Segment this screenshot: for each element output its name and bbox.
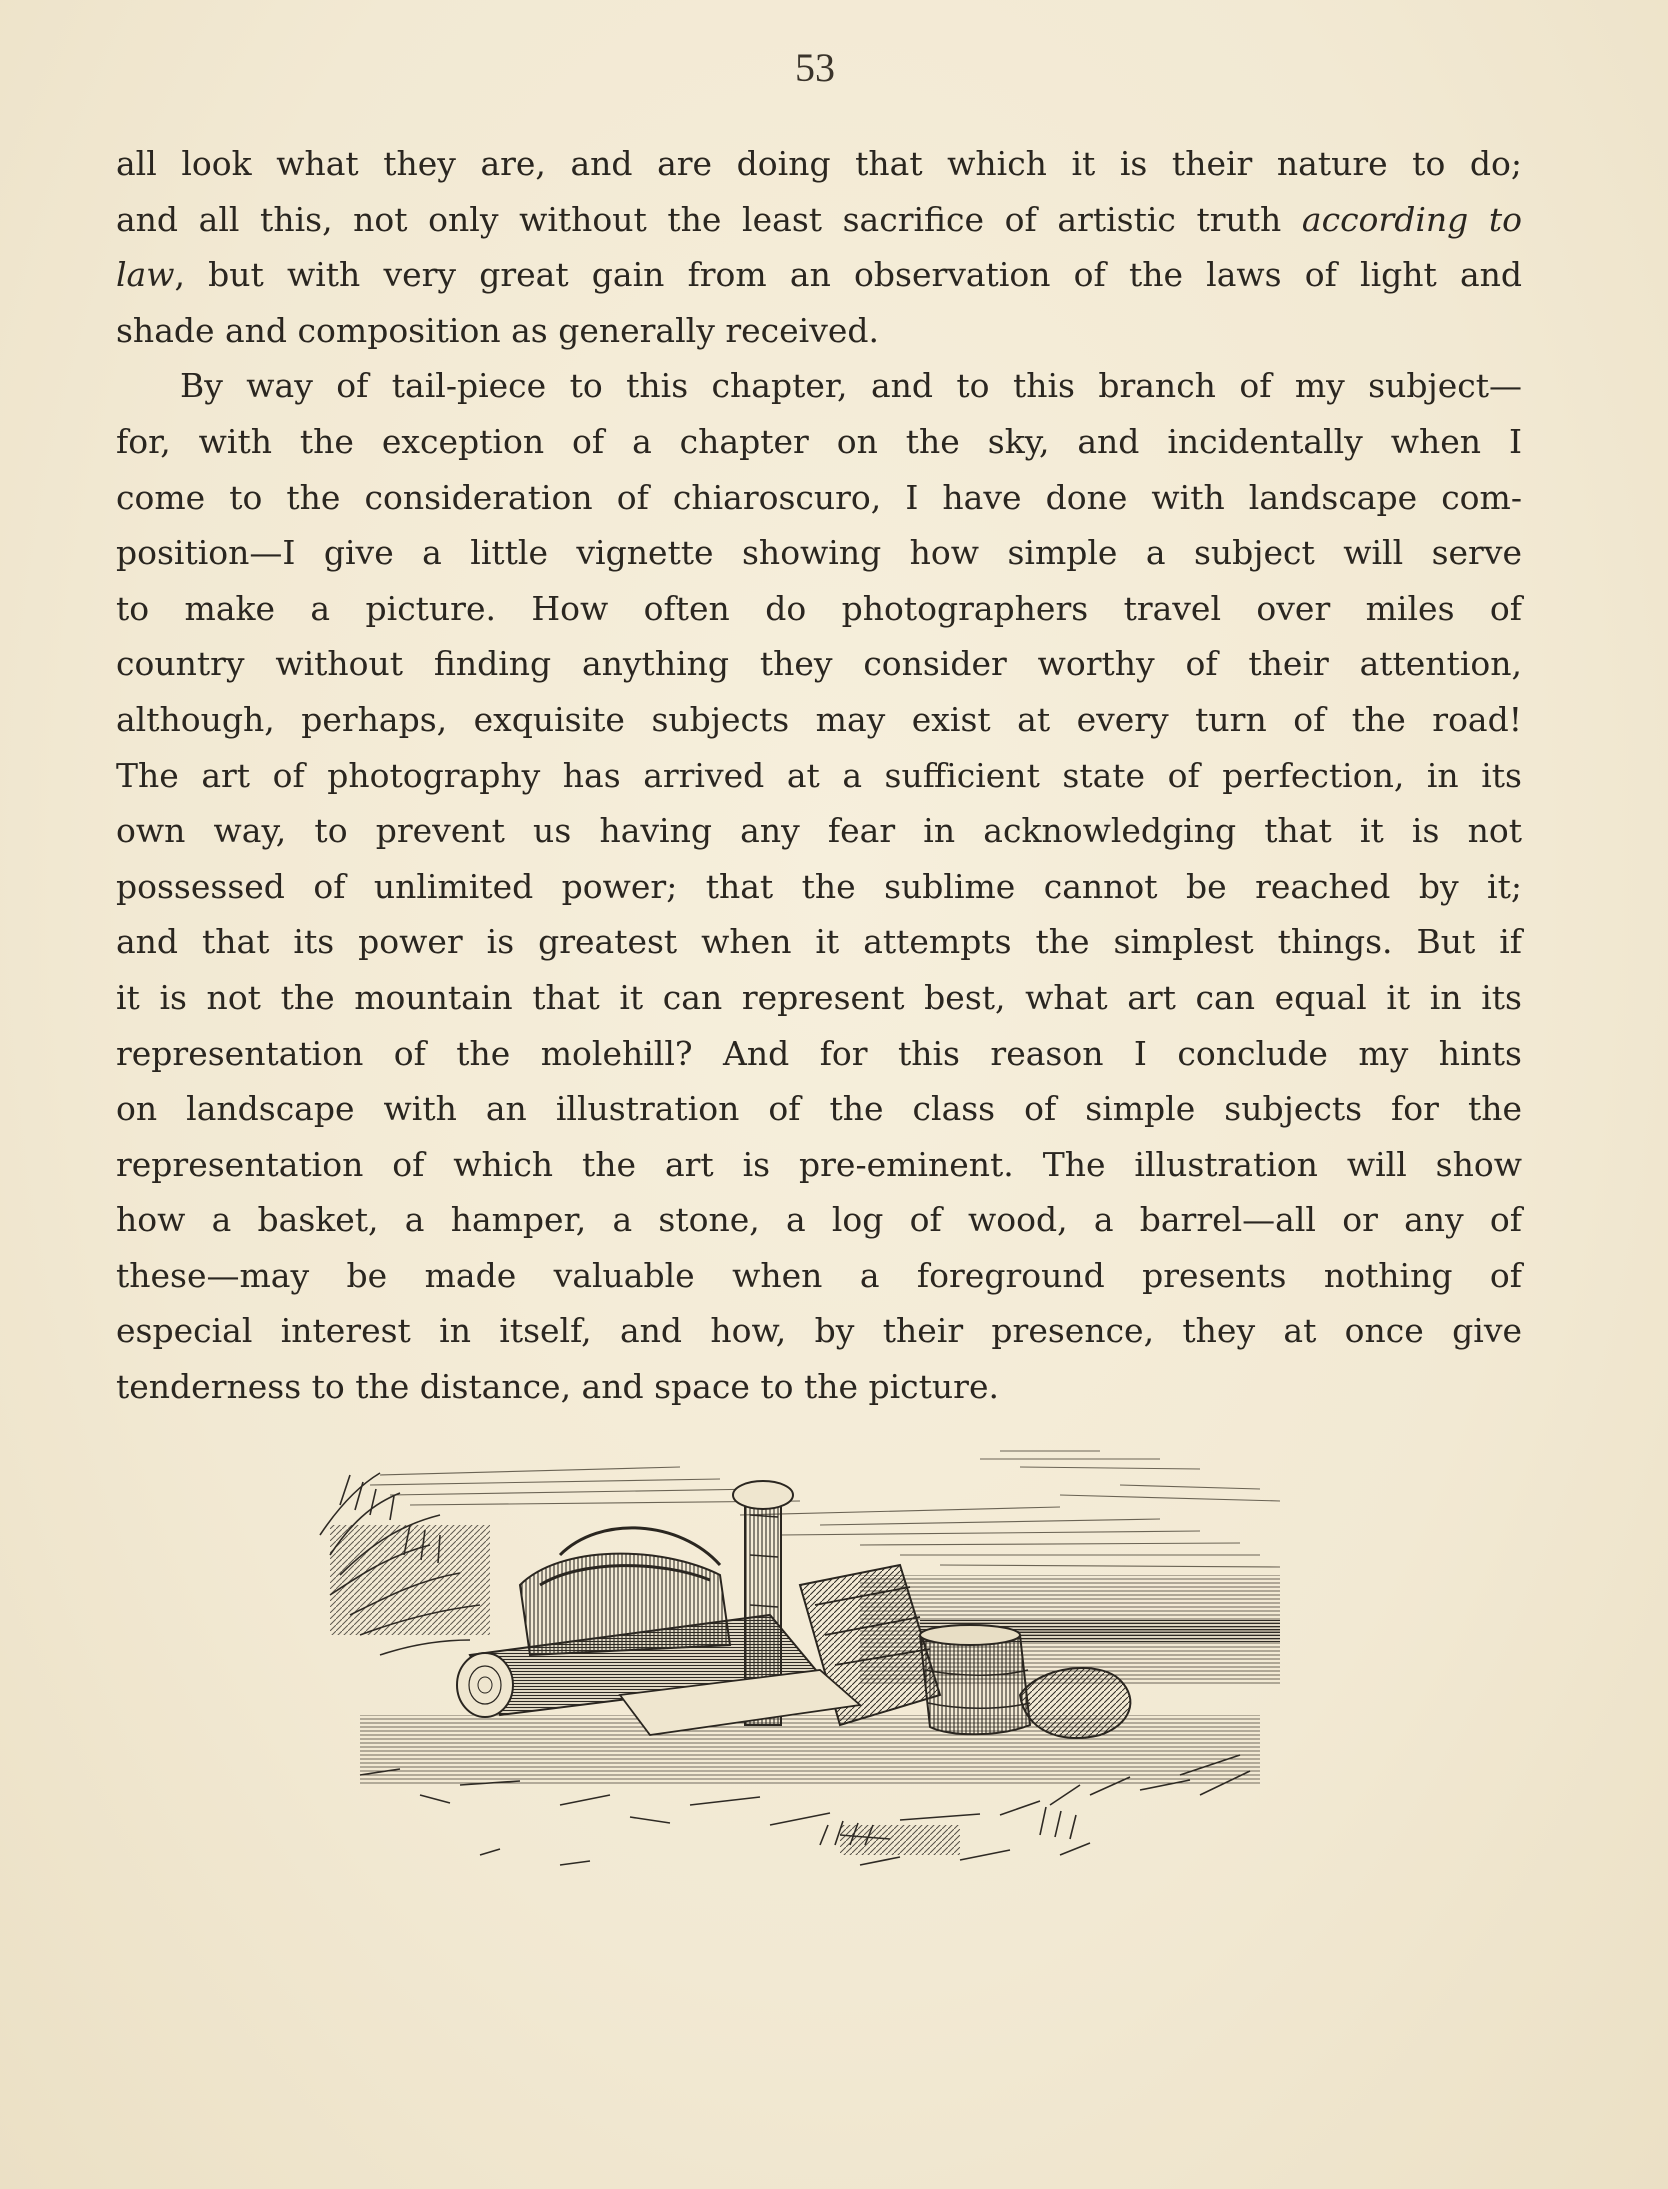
- text-line: come to the consideration of chiaroscuro, I have done with landscape com-: [116, 477, 1522, 517]
- text-line: it is not the mountain that it can represent best, what art can equal it in its: [116, 977, 1522, 1017]
- text-line: especial interest in itself, and how, by their presence, they at once give: [116, 1311, 1522, 1351]
- text-line: on landscape with an illustration of the class of simple subjects for the: [116, 1089, 1522, 1129]
- paragraph-2: [116, 358, 1522, 1414]
- text-line: and that its power is greatest when it attempts the simplest things. But if: [116, 922, 1522, 962]
- italic-word: law: [116, 255, 175, 295]
- text-line: country without finding anything they consider worthy of their attention,: [116, 644, 1522, 684]
- ground-hatching: [360, 1715, 1260, 1785]
- text-line: how a basket, a hamper, a stone, a log of wood, a barrel—all or any of: [116, 1200, 1522, 1240]
- text-line: own way, to prevent us having any fear in acknowledging that it is not: [116, 811, 1522, 851]
- italic-phrase: according to: [1301, 199, 1523, 239]
- text-segment: , but with very great gain from an observation of the laws of light and: [174, 255, 1522, 295]
- page-number: 53: [795, 45, 835, 90]
- text-line: representation of the molehill? And for this reason I conclude my hints: [116, 1033, 1522, 1073]
- sky-hatching: [370, 1451, 1280, 1567]
- text-line: for, with the exception of a chapter on the sky, and incidentally when I: [116, 421, 1522, 461]
- text-line: By way of tail-piece to this chapter, and to this branch of my subject—: [180, 366, 1522, 406]
- paragraph-1: [116, 136, 1522, 358]
- text-line: to make a picture. How often do photographers travel over miles of: [116, 588, 1522, 628]
- text-line: [116, 192, 1522, 248]
- basket: [520, 1528, 730, 1655]
- engraved-vignette-illustration: [300, 1445, 1350, 1895]
- text-line: although, perhaps, exquisite subjects may exist at every turn of the road!: [116, 699, 1522, 739]
- text-line: tenderness to the distance, and space to the picture.: [116, 1367, 999, 1407]
- body-text: [116, 136, 1522, 1415]
- text-line: representation of which the art is pre-eminent. The illustration will show: [116, 1144, 1522, 1184]
- text-line: all look what they are, and are doing that which it is their nature to do;: [116, 144, 1522, 183]
- text-line: these—may be made valuable when a foreground presents nothing of: [116, 1255, 1522, 1295]
- text-line: possessed of unlimited power; that the sublime cannot be reached by it;: [116, 866, 1522, 906]
- text-segment: and all this, not only without the least sacrifice of artistic truth: [116, 199, 1282, 239]
- vignette-svg: [300, 1445, 1350, 1895]
- text-line: position—I give a little vignette showing how simple a subject will serve: [116, 533, 1522, 573]
- barrel: [920, 1625, 1030, 1734]
- foreground-tuft: [840, 1825, 960, 1855]
- foliage-shading: [330, 1525, 490, 1635]
- text-line: The art of photography has arrived at a sufficient state of perfection, in its: [116, 755, 1522, 795]
- text-line: shade and composition as generally received.: [116, 310, 879, 350]
- text-line: [116, 247, 1522, 303]
